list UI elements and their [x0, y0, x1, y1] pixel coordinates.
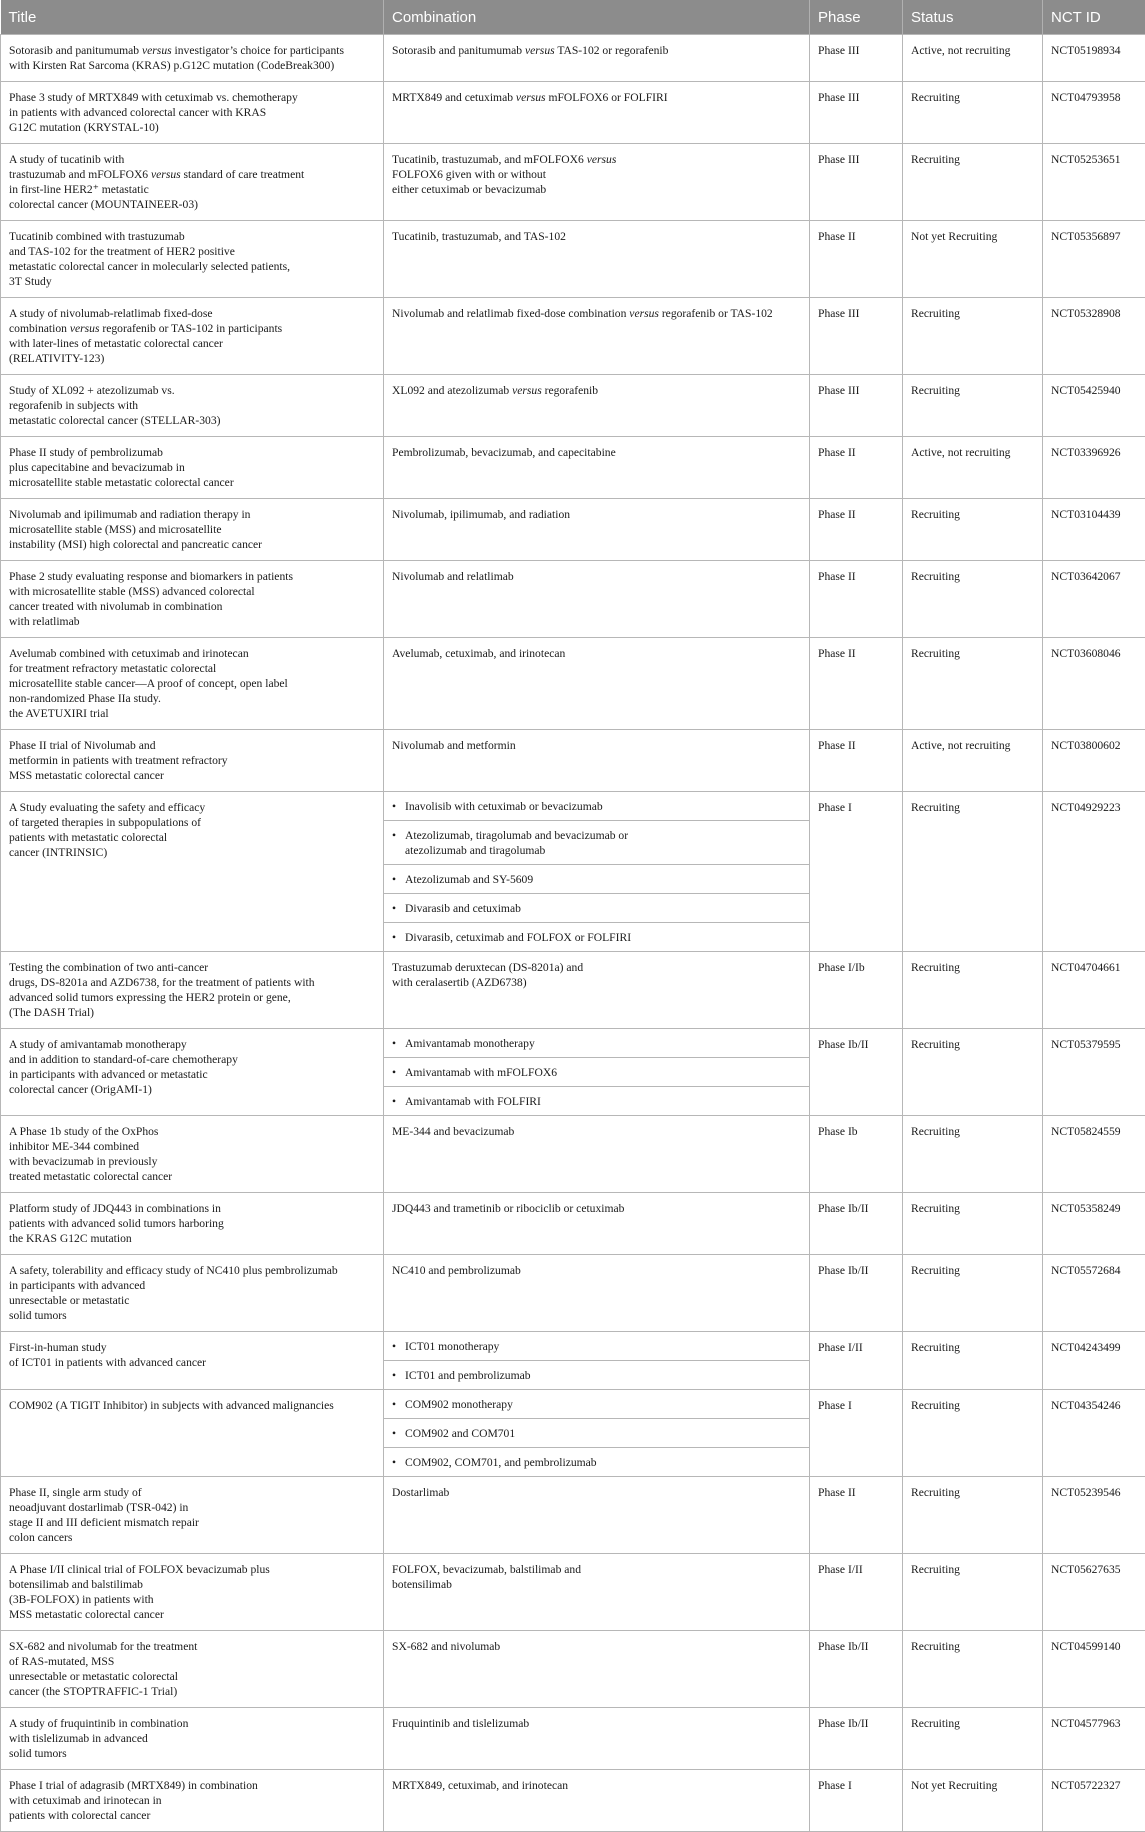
trial-combination-cell [384, 730, 810, 792]
trial-title: Testing the combination of two anti-cancer drugs, DS-8201a and AZD6738, for the treatment of patients with advanced solid tumors expressing the HER2 protein or gene, (The DASH Trial) [1, 952, 384, 1029]
trial-combination: JDQ443 and trametinib or ribociclib or cetuximab [384, 1193, 809, 1224]
trial-nct-id: NCT05239546 [1043, 1477, 1145, 1554]
table-row [1, 1770, 1145, 1832]
header-phase: Phase [810, 0, 903, 35]
header-combination: Combination [384, 0, 810, 35]
trial-nct-id: NCT05198934 [1043, 35, 1145, 82]
table-row [1, 1332, 1145, 1390]
table-row [1, 1029, 1145, 1116]
bullet-icon: • [392, 1094, 396, 1109]
trial-title: Study of XL092 + atezolizumab vs. regorafenib in subjects with metastatic colorectal cancer (STELLAR-303) [1, 375, 384, 437]
trial-status: Recruiting [903, 1116, 1043, 1193]
table-row [1, 1477, 1145, 1554]
trial-phase: Phase Ib/II [810, 1631, 903, 1708]
trial-nct-id: NCT04929223 [1043, 792, 1145, 952]
trial-title: A Study evaluating the safety and efficacy of targeted therapies in subpopulations of patients with metastatic colorectal cancer (INTRINSIC) [1, 792, 384, 952]
header-nct-id: NCT ID [1043, 0, 1145, 35]
trial-status: Recruiting [903, 952, 1043, 1029]
header-row [1, 0, 1145, 35]
trial-combination-cell [384, 82, 810, 144]
trial-combination: Nivolumab and relatlimab [384, 561, 809, 592]
trial-status: Not yet Recruiting [903, 1770, 1043, 1832]
trial-status: Active, not recruiting [903, 730, 1043, 792]
trial-title: Phase II trial of Nivolumab and metformin in patients with treatment refractory MSS metastatic colorectal cancer [1, 730, 384, 792]
combination-list [384, 1390, 809, 1476]
table-row [1, 298, 1145, 375]
trial-nct-id: NCT04243499 [1043, 1332, 1145, 1390]
combination-item-text: COM902, COM701, and pembrolizumab [405, 1456, 597, 1469]
combination-list [384, 1332, 809, 1389]
table-row [1, 1554, 1145, 1631]
bullet-icon: • [392, 1426, 396, 1441]
trial-title: Nivolumab and ipilimumab and radiation therapy in microsatellite stable (MSS) and microsatellite instability (MSI) high colorectal and pancreatic cancer [1, 499, 384, 561]
trial-title: A safety, tolerability and efficacy study of NC410 plus pembrolizumab in participants with advanced unresectable or metastatic solid tumors [1, 1255, 384, 1332]
trial-nct-id: NCT05358249 [1043, 1193, 1145, 1255]
trial-title: Phase II study of pembrolizumab plus capecitabine and bevacizumab in microsatellite stable metastatic colorectal cancer [1, 437, 384, 499]
trial-combination-cell [384, 1332, 810, 1390]
combination-item-text: COM902 monotherapy [405, 1398, 513, 1411]
trial-combination: MRTX849, cetuximab, and irinotecan [384, 1770, 809, 1801]
trial-nct-id: NCT03800602 [1043, 730, 1145, 792]
trial-status: Recruiting [903, 792, 1043, 952]
combination-item-text: COM902 and COM701 [405, 1427, 515, 1440]
combination-item-text: Amivantamab with mFOLFOX6 [405, 1066, 557, 1079]
trial-phase: Phase I/Ib [810, 952, 903, 1029]
trial-combination: Fruquintinib and tislelizumab [384, 1708, 809, 1739]
trial-title: Sotorasib and panitumumab versus investigator’s choice for participants with Kirsten Rat Sarcoma (KRAS) p.G12C mutation (CodeBreak300) [1, 35, 384, 82]
trial-combination-cell [384, 1116, 810, 1193]
table-row [1, 1390, 1145, 1477]
trial-title: Phase 2 study evaluating response and biomarkers in patients with microsatellite stable (MSS) advanced colorectal cancer treated with nivolumab in combination with relatlimab [1, 561, 384, 638]
trial-phase: Phase Ib/II [810, 1193, 903, 1255]
trial-combination-cell [384, 1477, 810, 1554]
table-body [1, 35, 1145, 1832]
table-row [1, 730, 1145, 792]
trial-nct-id: NCT05379595 [1043, 1029, 1145, 1116]
trial-combination-cell [384, 1255, 810, 1332]
trial-phase: Phase III [810, 144, 903, 221]
combination-list-item [384, 1390, 809, 1419]
trial-combination: Tucatinib, trastuzumab, and mFOLFOX6 versus FOLFOX6 given with or without either cetuximab or bevacizumab [384, 144, 809, 205]
table-row [1, 437, 1145, 499]
trial-combination: Dostarlimab [384, 1477, 809, 1508]
trial-status: Recruiting [903, 82, 1043, 144]
trial-combination-cell [384, 437, 810, 499]
trial-status: Recruiting [903, 1554, 1043, 1631]
table-row [1, 1116, 1145, 1193]
trial-phase: Phase II [810, 1477, 903, 1554]
trial-status: Recruiting [903, 1193, 1043, 1255]
bullet-icon: • [392, 799, 396, 814]
trial-nct-id: NCT05356897 [1043, 221, 1145, 298]
combination-item-text: ICT01 monotherapy [405, 1340, 499, 1353]
trial-combination: Nivolumab and metformin [384, 730, 809, 761]
trial-combination-cell [384, 638, 810, 730]
trial-phase: Phase I [810, 792, 903, 952]
table-row [1, 221, 1145, 298]
table-row [1, 952, 1145, 1029]
combination-item-text: ICT01 and pembrolizumab [405, 1369, 531, 1382]
trial-nct-id: NCT03396926 [1043, 437, 1145, 499]
trial-nct-id: NCT05722327 [1043, 1770, 1145, 1832]
combination-list-item [384, 865, 809, 894]
bullet-icon: • [392, 930, 396, 945]
trial-combination-cell [384, 1390, 810, 1477]
trial-combination-cell [384, 375, 810, 437]
trial-nct-id: NCT05572684 [1043, 1255, 1145, 1332]
trial-nct-id: NCT03608046 [1043, 638, 1145, 730]
trial-status: Recruiting [903, 638, 1043, 730]
bullet-icon: • [392, 1339, 396, 1354]
trial-phase: Phase I [810, 1770, 903, 1832]
trial-status: Recruiting [903, 561, 1043, 638]
trial-status: Recruiting [903, 1390, 1043, 1477]
table-row [1, 1631, 1145, 1708]
trial-combination-cell [384, 35, 810, 82]
trial-combination-cell [384, 499, 810, 561]
table-header [1, 0, 1145, 35]
combination-list-item [384, 792, 809, 821]
trial-phase: Phase I/II [810, 1554, 903, 1631]
trial-combination-cell [384, 221, 810, 298]
bullet-icon: • [392, 1368, 396, 1383]
trial-phase: Phase II [810, 730, 903, 792]
bullet-icon: • [392, 1065, 396, 1080]
trial-combination: Sotorasib and panitumumab versus TAS-102 or regorafenib [384, 35, 809, 66]
table-row [1, 792, 1145, 952]
trial-combination: NC410 and pembrolizumab [384, 1255, 809, 1286]
trial-nct-id: NCT04793958 [1043, 82, 1145, 144]
trial-combination-cell [384, 561, 810, 638]
trial-status: Active, not recruiting [903, 35, 1043, 82]
trial-title: A study of fruquintinib in combination with tislelizumab in advanced solid tumors [1, 1708, 384, 1770]
trial-combination-cell [384, 792, 810, 952]
trial-combination: Tucatinib, trastuzumab, and TAS-102 [384, 221, 809, 252]
trial-phase: Phase Ib/II [810, 1255, 903, 1332]
trial-combination: ME-344 and bevacizumab [384, 1116, 809, 1147]
trial-combination: Pembrolizumab, bevacizumab, and capecitabine [384, 437, 809, 468]
combination-list [384, 792, 809, 951]
trial-status: Not yet Recruiting [903, 221, 1043, 298]
trial-status: Recruiting [903, 1029, 1043, 1116]
trial-title: Platform study of JDQ443 in combinations in patients with advanced solid tumors harboring the KRAS G12C mutation [1, 1193, 384, 1255]
trial-status: Recruiting [903, 1631, 1043, 1708]
trial-status: Recruiting [903, 375, 1043, 437]
trial-title: A study of tucatinib with trastuzumab and mFOLFOX6 versus standard of care treatment in first-line HER2⁺ metastatic colorectal cancer (MOUNTAINEER-03) [1, 144, 384, 221]
combination-item-text: Inavolisib with cetuximab or bevacizumab [405, 800, 603, 813]
trial-combination-cell [384, 144, 810, 221]
trial-combination-cell [384, 1708, 810, 1770]
trial-phase: Phase III [810, 375, 903, 437]
combination-item-text: Divarasib, cetuximab and FOLFOX or FOLFIRI [405, 931, 631, 944]
trial-phase: Phase III [810, 35, 903, 82]
trial-title: Phase I trial of adagrasib (MRTX849) in combination with cetuximab and irinotecan in patients with colorectal cancer [1, 1770, 384, 1832]
trial-nct-id: NCT05824559 [1043, 1116, 1145, 1193]
trial-title: A study of amivantamab monotherapy and in addition to standard-of-care chemotherapy in participants with advanced or metastatic colorectal cancer (OrigAMI-1) [1, 1029, 384, 1116]
trial-status: Recruiting [903, 298, 1043, 375]
combination-list-item [384, 894, 809, 923]
trial-title: A study of nivolumab-relatlimab fixed-dose combination versus regorafenib or TAS-102 in participants with later-lines of metastatic colorectal cancer (RELATIVITY-123) [1, 298, 384, 375]
trial-title: Tucatinib combined with trastuzumab and TAS-102 for the treatment of HER2 positive metastatic colorectal cancer in molecularly selected patients, 3T Study [1, 221, 384, 298]
table-row [1, 144, 1145, 221]
trial-title: Avelumab combined with cetuximab and irinotecan for treatment refractory metastatic colorectal microsatellite stable cancer—A proof of concept, open label non-randomized Phase IIa study. the AVETUXIRI trial [1, 638, 384, 730]
trial-phase: Phase III [810, 82, 903, 144]
table-row [1, 82, 1145, 144]
trial-phase: Phase III [810, 298, 903, 375]
trial-status: Recruiting [903, 144, 1043, 221]
table-row [1, 1708, 1145, 1770]
combination-item-text: Amivantamab monotherapy [405, 1037, 535, 1050]
trial-title: First-in-human study of ICT01 in patients with advanced cancer [1, 1332, 384, 1390]
table-row [1, 375, 1145, 437]
bullet-icon: • [392, 828, 396, 843]
trial-title: Phase 3 study of MRTX849 with cetuximab vs. chemotherapy in patients with advanced colorectal cancer with KRAS G12C mutation (KRYSTAL-10) [1, 82, 384, 144]
trial-title: Phase II, single arm study of neoadjuvant dostarlimab (TSR-042) in stage II and III deficient mismatch repair colon cancers [1, 1477, 384, 1554]
trial-title: COM902 (A TIGIT Inhibitor) in subjects with advanced malignancies [1, 1390, 384, 1477]
combination-list-item [384, 1029, 809, 1058]
trial-title: SX-682 and nivolumab for the treatment of RAS-mutated, MSS unresectable or metastatic colorectal cancer (the STOPTRAFFIC-1 Trial) [1, 1631, 384, 1708]
trial-phase: Phase II [810, 638, 903, 730]
bullet-icon: • [392, 1455, 396, 1470]
table-row [1, 1255, 1145, 1332]
combination-list [384, 1029, 809, 1115]
trial-combination-cell [384, 952, 810, 1029]
trial-combination: Avelumab, cetuximab, and irinotecan [384, 638, 809, 669]
trial-combination: Nivolumab, ipilimumab, and radiation [384, 499, 809, 530]
trial-nct-id: NCT05253651 [1043, 144, 1145, 221]
table-row [1, 499, 1145, 561]
trial-status: Active, not recruiting [903, 437, 1043, 499]
trial-nct-id: NCT03642067 [1043, 561, 1145, 638]
trial-combination-cell [384, 1029, 810, 1116]
combination-item-text: Amivantamab with FOLFIRI [405, 1095, 541, 1108]
combination-item-text: Divarasib and cetuximab [405, 902, 521, 915]
bullet-icon: • [392, 901, 396, 916]
bullet-icon: • [392, 1397, 396, 1412]
trial-combination-cell [384, 1770, 810, 1832]
trial-title: A Phase I/II clinical trial of FOLFOX bevacizumab plus botensilimab and balstilimab (3B-FOLFOX) in patients with MSS metastatic colorectal cancer [1, 1554, 384, 1631]
table-row [1, 638, 1145, 730]
trial-combination-cell [384, 1193, 810, 1255]
header-title: Title [1, 0, 384, 35]
trial-combination: SX-682 and nivolumab [384, 1631, 809, 1662]
trial-status: Recruiting [903, 1708, 1043, 1770]
trial-phase: Phase II [810, 221, 903, 298]
trial-nct-id: NCT04354246 [1043, 1390, 1145, 1477]
bullet-icon: • [392, 872, 396, 887]
trial-status: Recruiting [903, 499, 1043, 561]
trial-status: Recruiting [903, 1477, 1043, 1554]
header-status: Status [903, 0, 1043, 35]
trial-title: A Phase 1b study of the OxPhos inhibitor ME-344 combined with bevacizumab in previously treated metastatic colorectal cancer [1, 1116, 384, 1193]
trial-phase: Phase Ib/II [810, 1708, 903, 1770]
trial-status: Recruiting [903, 1255, 1043, 1332]
trial-nct-id: NCT03104439 [1043, 499, 1145, 561]
trial-combination: Trastuzumab deruxtecan (DS-8201a) and with ceralasertib (AZD6738) [384, 952, 809, 998]
combination-list-item [384, 1087, 809, 1115]
trial-phase: Phase I [810, 1390, 903, 1477]
trial-combination: Nivolumab and relatlimab fixed-dose combination versus regorafenib or TAS-102 [384, 298, 809, 329]
trial-combination-cell [384, 1631, 810, 1708]
combination-list-item [384, 1361, 809, 1389]
trial-status: Recruiting [903, 1332, 1043, 1390]
trial-nct-id: NCT05425940 [1043, 375, 1145, 437]
trial-phase: Phase II [810, 499, 903, 561]
table-row [1, 1193, 1145, 1255]
trial-nct-id: NCT05328908 [1043, 298, 1145, 375]
table-row [1, 35, 1145, 82]
trial-phase: Phase I/II [810, 1332, 903, 1390]
trial-nct-id: NCT04599140 [1043, 1631, 1145, 1708]
combination-list-item [384, 821, 809, 865]
combination-list-item [384, 923, 809, 951]
combination-list-item [384, 1419, 809, 1448]
trial-combination-cell [384, 298, 810, 375]
combination-item-text: Atezolizumab, tiragolumab and bevacizumab or atezolizumab and tiragolumab [405, 829, 628, 857]
trial-phase: Phase Ib/II [810, 1029, 903, 1116]
trial-phase: Phase II [810, 561, 903, 638]
trial-nct-id: NCT04577963 [1043, 1708, 1145, 1770]
trial-combination: XL092 and atezolizumab versus regorafenib [384, 375, 809, 406]
trial-combination: FOLFOX, bevacizumab, balstilimab and botensilimab [384, 1554, 809, 1600]
bullet-icon: • [392, 1036, 396, 1051]
combination-list-item [384, 1448, 809, 1476]
trial-nct-id: NCT05627635 [1043, 1554, 1145, 1631]
trial-combination-cell [384, 1554, 810, 1631]
combination-item-text: Atezolizumab and SY-5609 [405, 873, 533, 886]
combination-list-item [384, 1332, 809, 1361]
trial-combination: MRTX849 and cetuximab versus mFOLFOX6 or FOLFIRI [384, 82, 809, 113]
table-row [1, 561, 1145, 638]
trial-phase: Phase Ib [810, 1116, 903, 1193]
trial-phase: Phase II [810, 437, 903, 499]
combination-list-item [384, 1058, 809, 1087]
trial-nct-id: NCT04704661 [1043, 952, 1145, 1029]
